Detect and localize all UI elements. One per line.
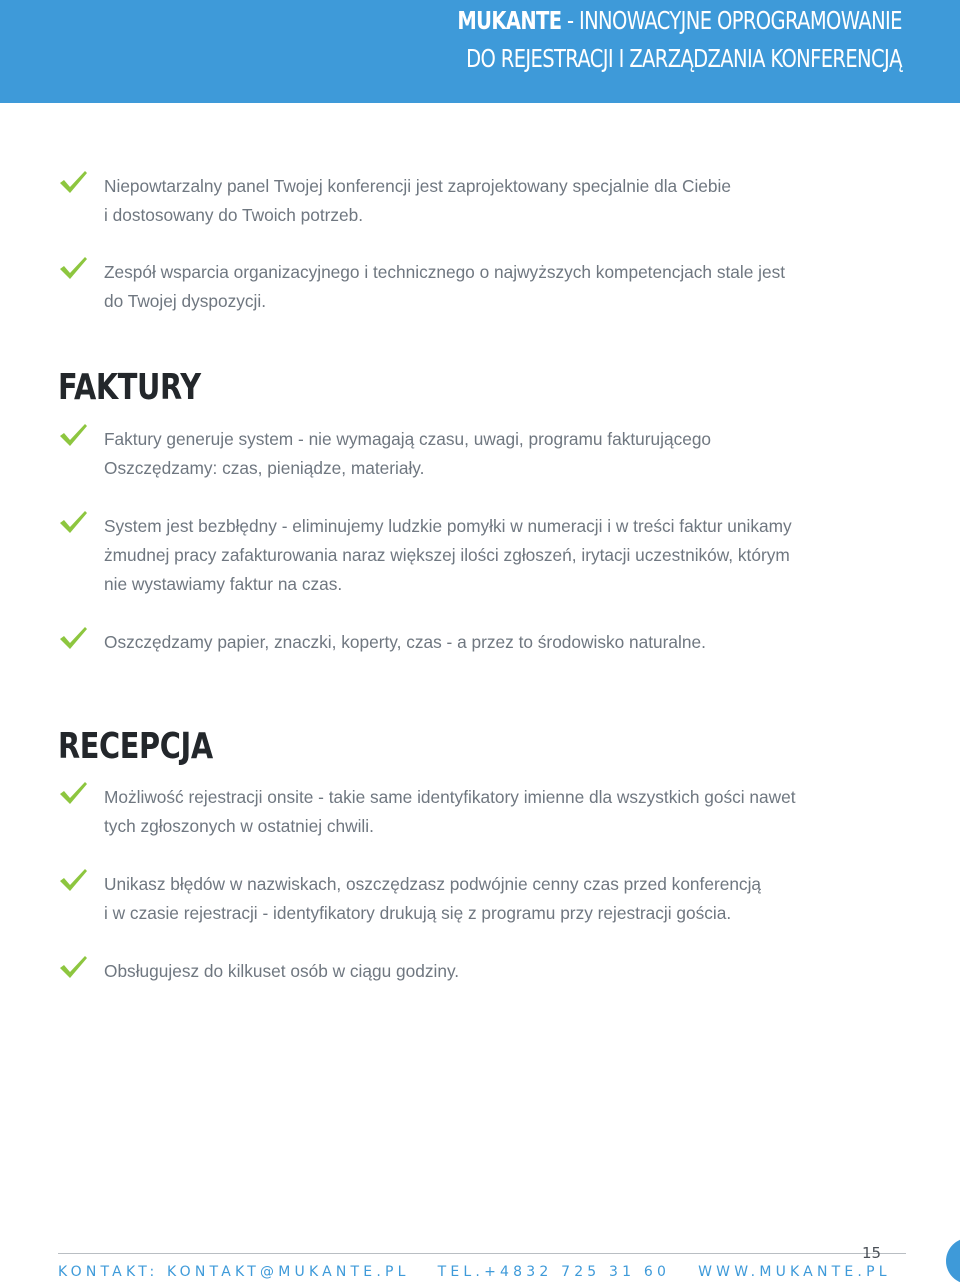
- faktury-item-1: [58, 425, 918, 483]
- intro-item-1: [58, 172, 918, 230]
- corner-decoration: [946, 1238, 960, 1284]
- footer-phone[interactable]: TEL.+4832 725 31 60: [437, 1264, 671, 1280]
- footer-divider: [58, 1253, 906, 1254]
- page-header: [0, 0, 960, 103]
- recepcja-item-3: [58, 957, 918, 986]
- recepcja-heading: RECEPCJA: [58, 726, 213, 767]
- faktury-item-3: [58, 628, 918, 657]
- faktury-item-3-line-1: Oszczędzamy papier, znaczki, koperty, czas - a przez to środowisko naturalne.: [104, 632, 706, 652]
- faktury-item-2-line-2: żmudnej pracy zafakturowania naraz większej ilości zgłoszeń, irytacji uczestników, którym: [104, 545, 790, 565]
- faktury-item-1-line-2: Oszczędzamy: czas, pieniądze, materiały.: [104, 458, 425, 478]
- footer-contact: [58, 1264, 919, 1280]
- recepcja-item-1: [58, 783, 918, 841]
- check-icon: [58, 508, 88, 536]
- page-number: 15: [862, 1244, 882, 1262]
- check-icon: [58, 624, 88, 652]
- brand-name: MUKANTE: [457, 6, 562, 35]
- faktury-item-2-line-1: System jest bezbłędny - eliminujemy ludzkie pomyłki w numeracji i w treści faktur unikamy: [104, 516, 792, 536]
- footer-email[interactable]: KONTAKT: KONTAKT@MUKANTE.PL: [58, 1264, 410, 1280]
- intro-item-2: [58, 258, 918, 316]
- check-icon: [58, 168, 88, 196]
- header-title: [458, 2, 902, 78]
- recepcja-item-3-line-1: Obsługujesz do kilkuset osób w ciągu godziny.: [104, 961, 460, 981]
- intro-item-2-line-1: Zespół wsparcia organizacyjnego i technicznego o najwyższych kompetencjach stale jest: [104, 262, 786, 282]
- footer-website[interactable]: WWW.MUKANTE.PL: [698, 1264, 891, 1280]
- check-icon: [58, 254, 88, 282]
- check-icon: [58, 421, 88, 449]
- intro-item-1-line-2: i dostosowany do Twoich potrzeb.: [104, 205, 364, 225]
- recepcja-item-1-line-2: tych zgłoszonych w ostatniej chwili.: [104, 816, 374, 836]
- faktury-item-1-line-1: Faktury generuje system - nie wymagają czasu, uwagi, programu fakturującego: [104, 429, 712, 449]
- intro-item-2-line-2: do Twojej dyspozycji.: [104, 291, 267, 311]
- recepcja-item-2-line-2: i w czasie rejestracji - identyfikatory drukują się z programu przy rejestracji gościa.: [104, 903, 732, 923]
- intro-item-1-line-1: Niepowtarzalny panel Twojej konferencji jest zaprojektowany specjalnie dla Ciebie: [104, 176, 731, 196]
- faktury-heading: FAKTURY: [58, 367, 201, 408]
- faktury-item-2: [58, 512, 918, 599]
- check-icon: [58, 779, 88, 807]
- recepcja-item-2: [58, 870, 918, 928]
- recepcja-item-1-line-1: Możliwość rejestracji onsite - takie same identyfikatory imienne dla wszystkich gości nawet: [104, 787, 796, 807]
- header-title-line1: - INNOWACYJNE OPROGRAMOWANIE: [561, 6, 902, 35]
- recepcja-item-2-line-1: Unikasz błędów w nazwiskach, oszczędzasz podwójnie cenny czas przed konferencją: [104, 874, 762, 894]
- check-icon: [58, 866, 88, 894]
- faktury-item-2-line-3: nie wystawiamy faktur na czas.: [104, 574, 343, 594]
- check-icon: [58, 953, 88, 981]
- header-title-line2: DO REJESTRACJI I ZARZĄDZANIA KONFERENCJĄ: [466, 44, 902, 73]
